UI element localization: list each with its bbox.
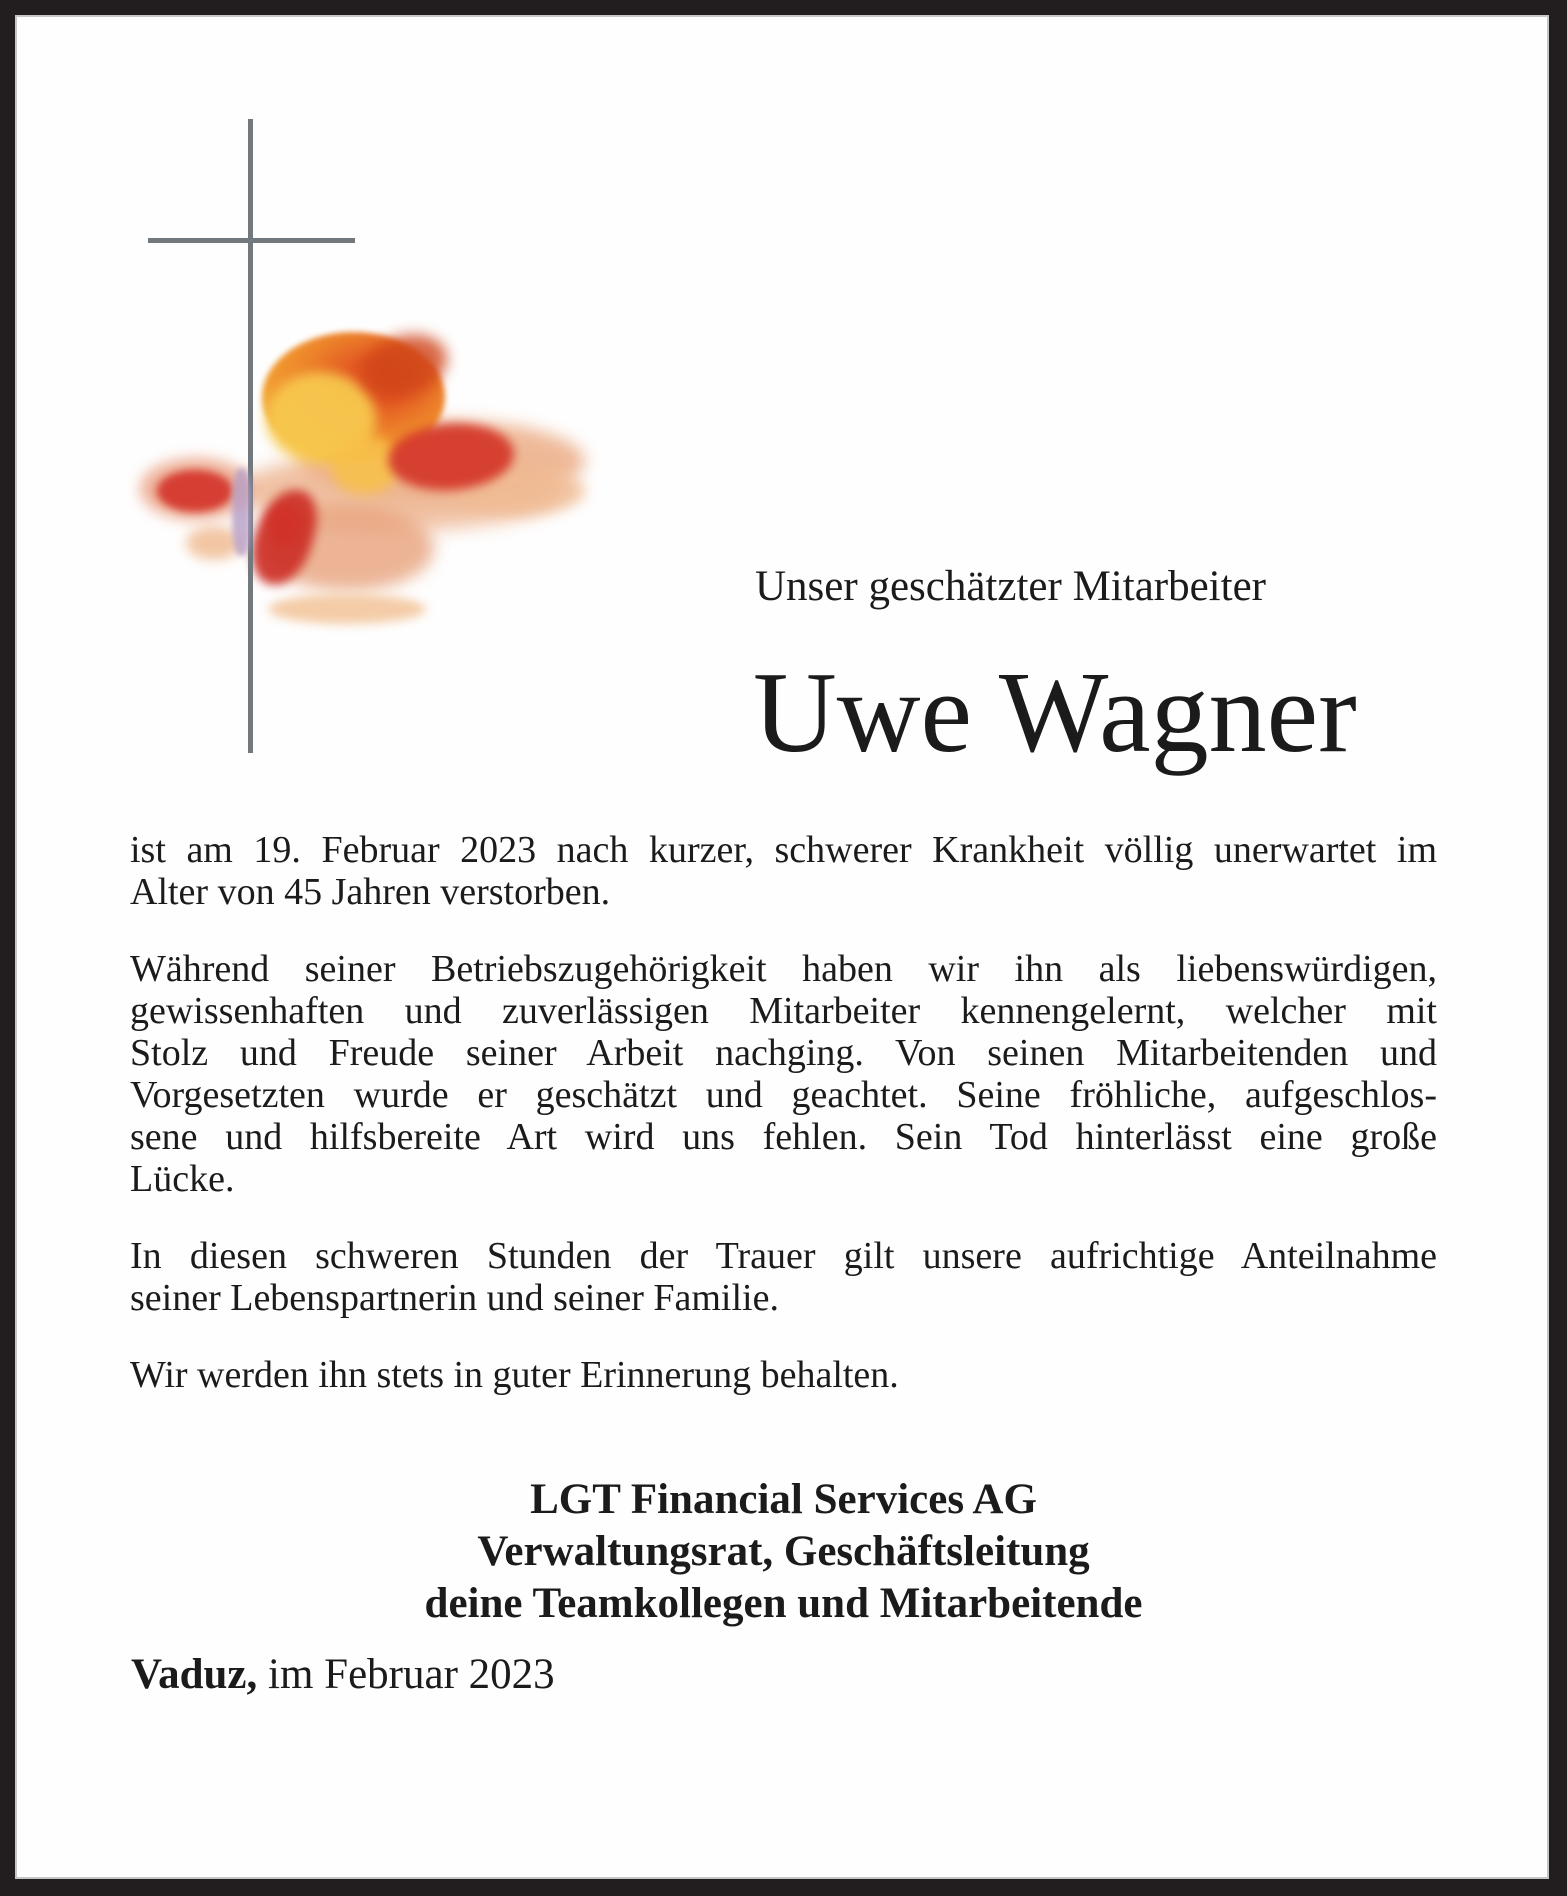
cross-icon (148, 238, 355, 243)
body-line: Während seiner Betriebszugehörigkeit haben wir ihn als liebenswürdigen, (130, 948, 1437, 990)
watercolor-lavender-smudge (232, 468, 251, 556)
watercolor-red-dab (268, 505, 302, 547)
signature-board: Verwaltungsrat, Geschäftsleitung (477, 1528, 1090, 1575)
body-line: Alter von 45 Jahren verstorben. (130, 871, 611, 913)
watercolor-red-dab (157, 470, 233, 512)
body-line: Lücke. (130, 1158, 235, 1200)
dateline-date: im Februar 2023 (257, 1651, 555, 1698)
obituary-body (130, 829, 1437, 1431)
cross-icon (248, 119, 253, 753)
body-line: seiner Lebenspartnerin und seiner Familie. (130, 1277, 779, 1319)
body-line: gewissenhaften und zuverlässigen Mitarbeiter kennengelernt, welcher mit (130, 990, 1437, 1032)
deceased-name: Uwe Wagner (753, 649, 1357, 777)
signature-colleagues: deine Teamkollegen und Mitarbeitende (424, 1580, 1143, 1627)
dateline (131, 1650, 555, 1700)
body-line: Wir werden ihn stets in guter Erinnerung behalten. (130, 1354, 899, 1396)
signature-block (130, 1474, 1437, 1630)
watercolor-pale-streak (268, 594, 426, 624)
paragraph-tribute (130, 948, 1437, 1200)
paragraph-death-notice (130, 829, 1437, 913)
body-line: In diesen schweren Stunden der Trauer gilt unsere aufrichtige Anteilnahme (130, 1235, 1437, 1277)
body-line: sene und hilfsbereite Art wird uns fehlen. Sein Tod hinterlässt eine große (130, 1116, 1437, 1158)
obituary-subtitle: Unser geschätzter Mitarbeiter (755, 563, 1266, 610)
body-line: Vorgesetzten wurde er geschätzt und geachtet. Seine fröhliche, aufgeschlos- (130, 1074, 1437, 1116)
body-line: Stolz und Freude seiner Arbeit nachging. Von seinen Mitarbeitenden und (130, 1032, 1437, 1074)
body-line: ist am 19. Februar 2023 nach kurzer, schwerer Krankheit völlig unerwartet im (130, 829, 1437, 871)
paragraph-remembrance (130, 1354, 1437, 1396)
dateline-place: Vaduz, (131, 1651, 258, 1698)
paragraph-condolence (130, 1235, 1437, 1319)
signature-company: LGT Financial Services AG (530, 1476, 1037, 1523)
